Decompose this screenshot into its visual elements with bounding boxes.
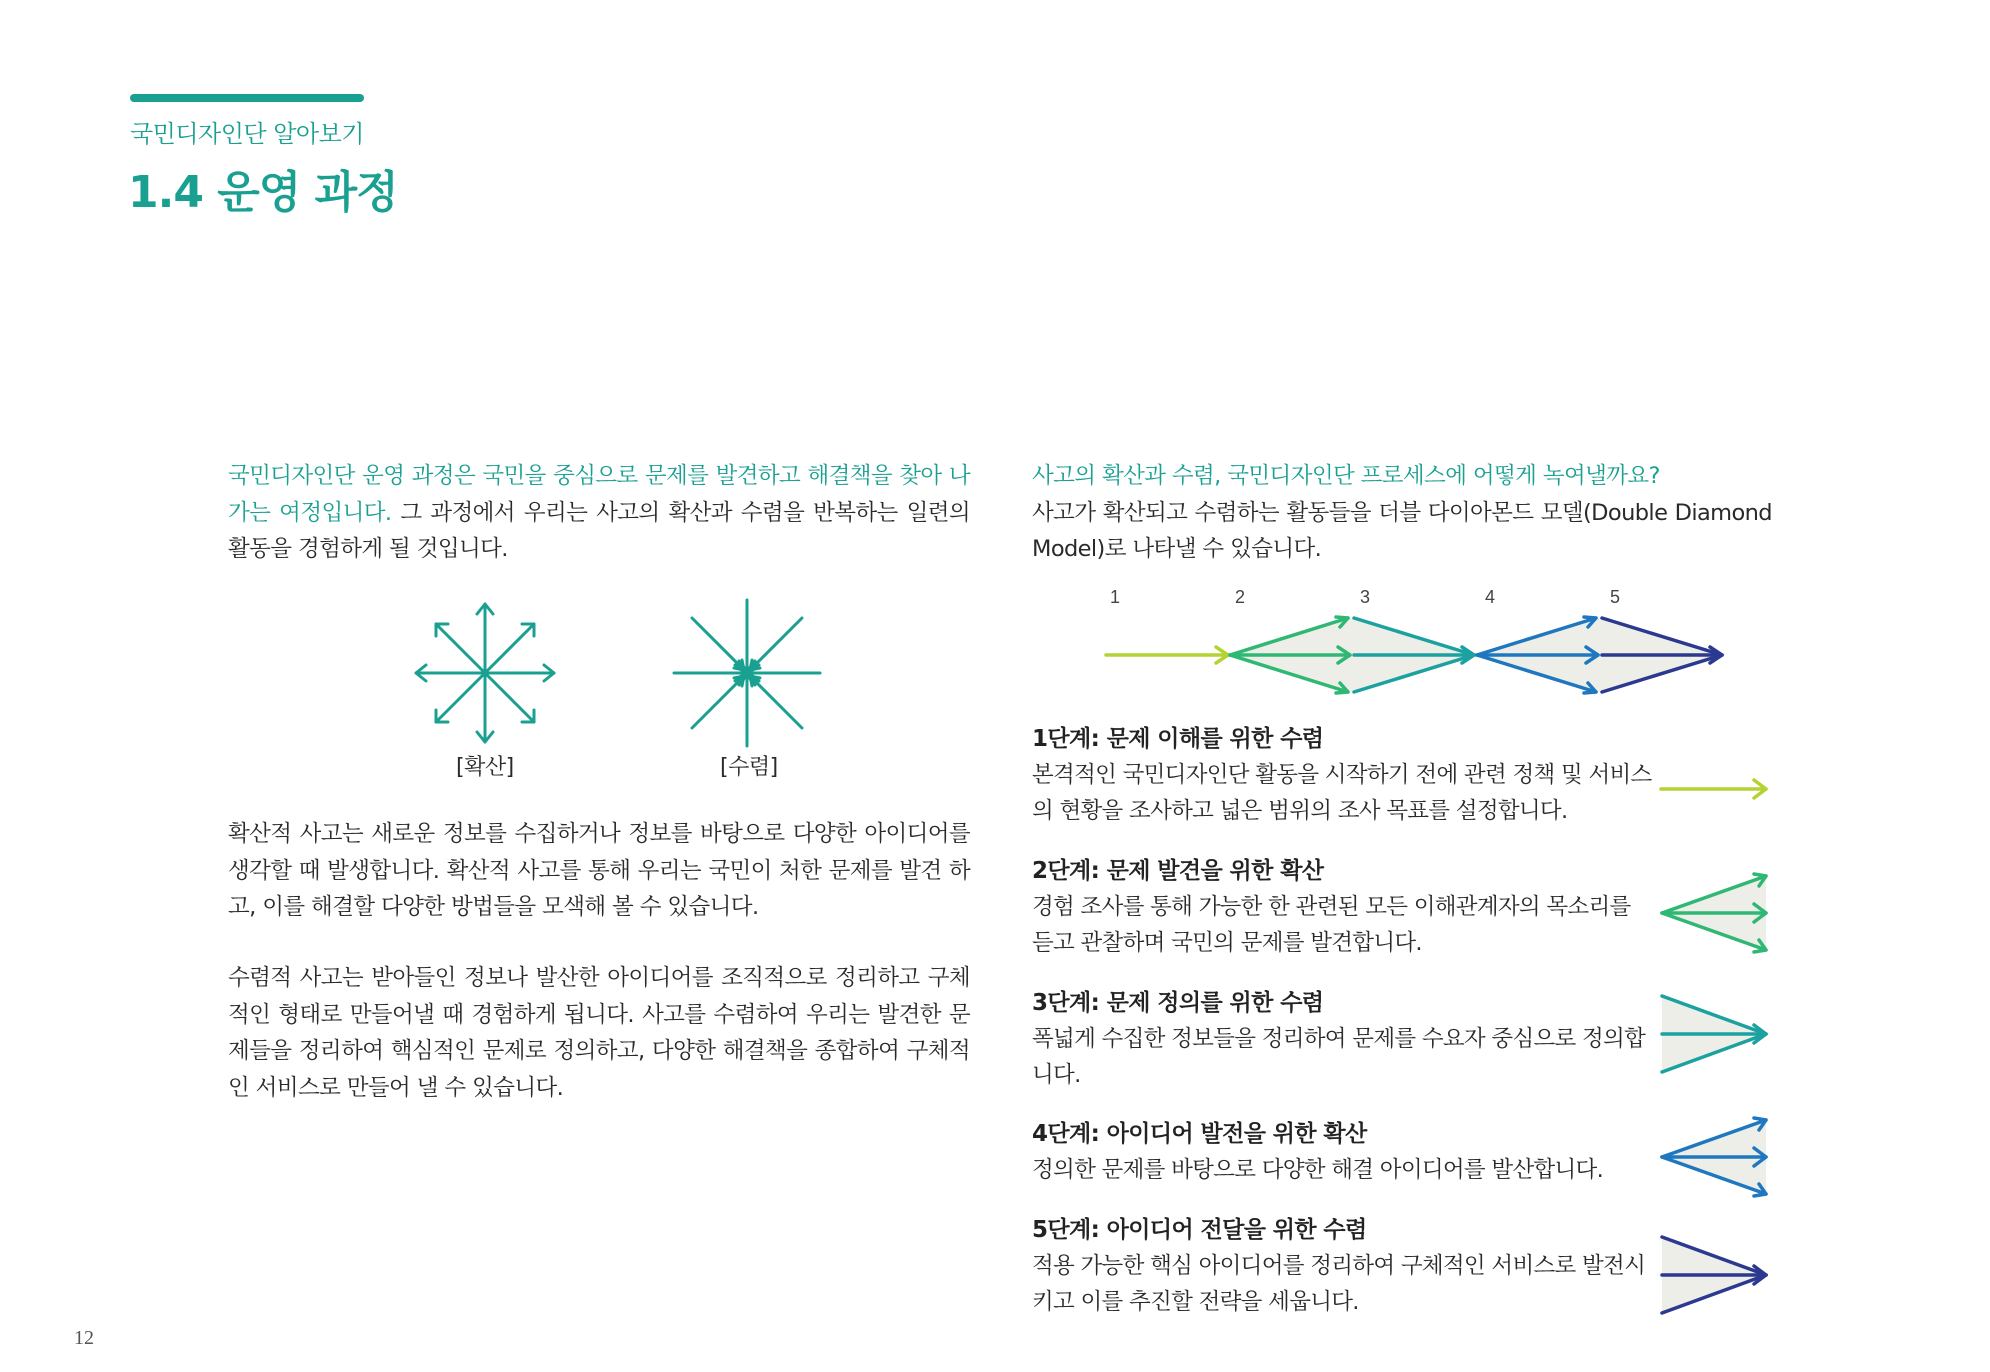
stage-4-description: 정의한 문제를 바탕으로 다양한 해결 아이디어를 발산합니다.: [1032, 1157, 1604, 1183]
diverge-arrows-icon: [1658, 872, 1770, 954]
stage-3: [1032, 985, 1652, 1093]
page-number: 12: [74, 1327, 94, 1349]
right-intro-rest: 사고가 확산되고 수렴하는 활동들을 더블 다이아몬드 모델(Double Diamond Model)로 나타낼 수 있습니다.: [1032, 499, 1772, 562]
stage-1: [1032, 721, 1652, 829]
stage-1-title: 1단계: 문제 이해를 위한 수렴: [1032, 726, 1324, 752]
single-arrow-icon: [1658, 774, 1770, 804]
stage-2-description: 경험 조사를 통해 가능한 한 관련된 모든 이해관계자의 목소리를 듣고 관찰하며 국민의 문제를 발견합니다.: [1032, 894, 1631, 956]
stage-5: [1032, 1212, 1652, 1320]
diverge-arrows-icon: [1658, 1116, 1770, 1198]
converge-paragraph: 수렴적 사고는 받아들인 정보나 발산한 아이디어를 조직적으로 정리하고 구체적인 형태로 만들어낼 때 경험하게 됩니다. 사고를 수렴하여 우리는 발견한 문제들을 정리하여 핵심적인 문제로 정의하고, 다양한 해결책을 종합하여 구체적인 서비스로 만들어 낼 수 있습니다.: [228, 965, 970, 1101]
converge-figure-icon: [672, 598, 822, 748]
stage-5-description: 적용 가능한 핵심 아이디어를 정리하여 구체적인 서비스로 발전시키고 이를 추진할 전략을 세웁니다.: [1032, 1253, 1646, 1315]
converge-arrows-icon: [1658, 993, 1770, 1075]
left-intro-rest: 그 과정에서 우리는 사고의 확산과 수렴을 반복하는 일련의 활동을 경험하게 될 것입니다.: [228, 499, 970, 562]
section-accent-bar: [130, 94, 364, 102]
diagram-number-2: 2: [1235, 587, 1246, 607]
stage-3-description: 폭넓게 수집한 정보들을 정리하여 문제를 수요자 중심으로 정의합니다.: [1032, 1026, 1646, 1088]
left-intro-paragraph: [228, 458, 970, 568]
diverge-paragraph: 확산적 사고는 새로운 정보를 수집하거나 정보를 바탕으로 다양한 아이디어를 생각할 때 발생합니다. 확산적 사고를 통해 우리는 국민이 처한 문제를 발견 하고, 이를 해결할 다양한 방법들을 모색해 볼 수 있습니다.: [228, 821, 970, 920]
diagram-number-5: 5: [1610, 587, 1621, 607]
stage-2: [1032, 853, 1652, 961]
diagram-number-3: 3: [1360, 587, 1371, 607]
stage-2-title: 2단계: 문제 발견을 위한 확산: [1032, 858, 1324, 884]
page-title: 1.4 운영 과정: [128, 167, 398, 218]
right-intro-question: 사고의 확산과 수렴, 국민디자인단 프로세스에 어떻게 녹여낼까요?: [1032, 463, 1660, 489]
converge-arrows-icon: [1658, 1234, 1770, 1316]
section-label: 국민디자인단 알아보기: [130, 120, 364, 148]
diverge-figure-icon: [410, 598, 560, 748]
right-intro-paragraph: [1032, 458, 1772, 568]
stage-5-title: 5단계: 아이디어 전달을 위한 수렴: [1032, 1217, 1367, 1243]
diagram-number-1: 1: [1110, 587, 1121, 607]
converge-caption: [수렴]: [720, 755, 778, 780]
double-diamond-diagram: [1100, 608, 1740, 698]
stage-4: [1032, 1116, 1652, 1188]
diverge-caption: [확산]: [456, 755, 514, 780]
left-intro-accent: 국민디자인단 운영 과정은 국민을 중심으로 문제를 발견하고 해결책을 찾아 나가는 여정입니다.: [228, 463, 970, 526]
stage-3-title: 3단계: 문제 정의를 위한 수렴: [1032, 990, 1324, 1016]
diagram-number-4: 4: [1485, 587, 1496, 607]
stage-4-title: 4단계: 아이디어 발전을 위한 확산: [1032, 1121, 1367, 1147]
stage-1-description: 본격적인 국민디자인단 활동을 시작하기 전에 관련 정책 및 서비스의 현황을 조사하고 넓은 범위의 조사 목표를 설정합니다.: [1032, 762, 1652, 824]
